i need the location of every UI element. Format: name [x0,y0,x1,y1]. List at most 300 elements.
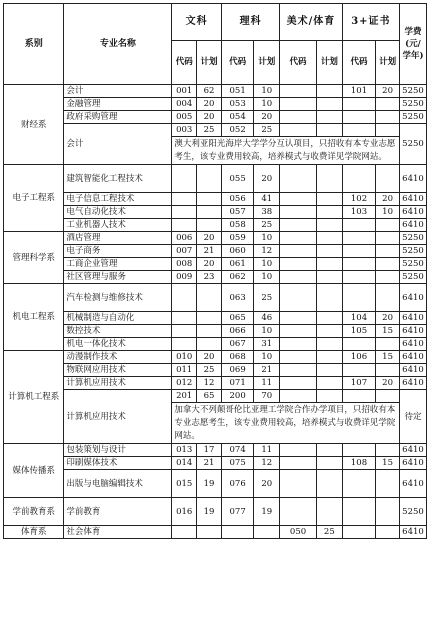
code-cell [342,219,375,232]
table-row [4,232,427,245]
plan-cell: 31 [254,338,280,351]
plan-cell [316,390,342,403]
plan-cell [376,258,400,271]
department-cell: 机电工程系 [4,284,64,351]
plan-cell [376,232,400,245]
major-name: 建筑智能化工程技术 [64,165,172,193]
code-cell [280,85,317,98]
header-group-art-sport: 美术/体育 [280,4,343,41]
fee-cell: 6410 [399,377,426,390]
code-cell [280,193,317,206]
plan-cell: 65 [197,390,222,403]
plan-cell [316,98,342,111]
code-cell: 056 [221,193,253,206]
table-header [4,4,427,85]
code-cell [280,364,317,377]
fee-cell: 6410 [399,444,426,457]
major-name: 计算机应用技术 [64,377,172,390]
plan-cell [376,271,400,284]
code-cell [342,245,375,258]
major-name: 物联网应用技术 [64,364,172,377]
plan-cell [376,444,400,457]
code-cell [172,325,197,338]
plan-cell: 20 [197,351,222,364]
major-name: 电子商务 [64,245,172,258]
fee-cell: 待定 [399,390,426,444]
plan-cell: 12 [254,245,280,258]
table-row [4,470,427,498]
code-cell [342,258,375,271]
code-cell [342,444,375,457]
major-name: 机械制造与自动化 [64,312,172,325]
code-cell [280,232,317,245]
plan-cell: 12 [254,457,280,470]
code-cell [280,325,317,338]
code-cell [280,206,317,219]
major-name: 包装策划与设计 [64,444,172,457]
code-cell: 067 [221,338,253,351]
plan-cell: 20 [376,85,400,98]
code-cell [342,526,375,539]
header-code: 代码 [172,41,197,85]
plan-cell: 41 [254,193,280,206]
plan-cell [376,284,400,312]
code-cell: 061 [221,258,253,271]
plan-cell: 19 [197,470,222,498]
header-plan: 计划 [254,41,280,85]
plan-cell [197,338,222,351]
code-cell: 063 [221,284,253,312]
header-plan: 计划 [316,41,342,85]
header-plan: 计划 [197,41,222,85]
code-cell [280,312,317,325]
major-name: 机电一体化技术 [64,338,172,351]
major-name: 会计 [64,85,172,98]
code-cell [342,165,375,193]
code-cell [172,165,197,193]
code-cell: 052 [221,124,253,137]
table-row [4,111,427,124]
plan-cell: 20 [197,111,222,124]
code-cell: 009 [172,271,197,284]
plan-cell [197,219,222,232]
major-name: 金融管理 [64,98,172,111]
table-row [4,338,427,351]
plan-cell: 11 [254,377,280,390]
plan-cell [197,193,222,206]
code-cell [172,338,197,351]
department-cell: 计算机工程系 [4,351,64,444]
fee-cell: 5250 [399,245,426,258]
code-cell: 055 [221,165,253,193]
code-cell: 058 [221,219,253,232]
major-name: 工商企业管理 [64,258,172,271]
code-cell [172,206,197,219]
plan-cell [316,206,342,219]
code-cell: 012 [172,377,197,390]
fee-cell: 5250 [399,98,426,111]
code-cell [342,498,375,526]
plan-cell: 17 [197,444,222,457]
fee-cell: 6410 [399,364,426,377]
code-cell [221,526,253,539]
code-cell [172,312,197,325]
plan-cell: 20 [197,258,222,271]
fee-cell: 5250 [399,258,426,271]
code-cell: 007 [172,245,197,258]
plan-cell: 25 [254,284,280,312]
code-cell [342,124,375,137]
plan-cell: 20 [254,111,280,124]
plan-cell [316,85,342,98]
code-cell [342,470,375,498]
code-cell: 053 [221,98,253,111]
plan-cell: 10 [254,325,280,338]
code-cell [342,284,375,312]
header-code: 代码 [280,41,317,85]
department-cell: 财经系 [4,85,64,165]
department-cell: 学前教育系 [4,498,64,526]
fee-cell: 6410 [399,470,426,498]
code-cell [280,124,317,137]
table-row [4,444,427,457]
code-cell [280,271,317,284]
plan-cell: 15 [376,457,400,470]
code-cell [280,258,317,271]
code-cell [172,526,197,539]
plan-cell [316,165,342,193]
plan-cell: 12 [197,377,222,390]
code-cell: 001 [172,85,197,98]
major-name: 政府采购管理 [64,111,172,124]
plan-cell: 10 [254,85,280,98]
table-row [4,245,427,258]
plan-cell [197,325,222,338]
enrollment-plan-document [3,3,427,539]
header-group-certificate: 3+证书 [342,4,399,41]
table-body [4,85,427,539]
table-row [4,124,427,137]
plan-cell [316,457,342,470]
code-cell: 104 [342,312,375,325]
header-major: 专业名称 [64,4,172,85]
code-cell [280,98,317,111]
code-cell: 005 [172,111,197,124]
plan-cell [376,470,400,498]
plan-cell: 70 [254,390,280,403]
plan-cell [316,312,342,325]
code-cell: 102 [342,193,375,206]
plan-cell [376,364,400,377]
plan-cell [316,325,342,338]
fee-cell: 5250 [399,124,426,165]
code-cell: 066 [221,325,253,338]
plan-cell [376,245,400,258]
code-cell: 108 [342,457,375,470]
major-name: 计算机应用技术 [64,390,172,444]
code-cell: 003 [172,124,197,137]
code-cell: 004 [172,98,197,111]
code-cell: 200 [221,390,253,403]
code-cell: 014 [172,457,197,470]
code-cell: 050 [280,526,317,539]
major-name: 社会体育 [64,526,172,539]
table-row [4,258,427,271]
plan-cell: 15 [376,351,400,364]
code-cell: 201 [172,390,197,403]
plan-cell [316,284,342,312]
major-name: 出版与电脑编辑技术 [64,470,172,498]
fee-cell: 6410 [399,284,426,312]
plan-cell [376,124,400,137]
code-cell: 106 [342,351,375,364]
code-cell: 075 [221,457,253,470]
plan-cell [316,271,342,284]
fee-cell: 6410 [399,206,426,219]
header-row-groups [4,4,427,41]
fee-cell: 6410 [399,165,426,193]
code-cell [280,338,317,351]
plan-cell [316,111,342,124]
code-cell [172,284,197,312]
code-cell [342,271,375,284]
plan-cell [376,390,400,403]
plan-cell [197,284,222,312]
fee-cell: 5250 [399,85,426,98]
plan-cell [316,245,342,258]
table-row [4,498,427,526]
code-cell: 015 [172,470,197,498]
program-note: 加拿大不列颠哥伦比亚理工学院合作办学项目，只招收有本专业志愿考生，该专业费用较高，培养模式与收费详见学院网站。 [172,403,400,444]
code-cell [280,351,317,364]
code-cell: 101 [342,85,375,98]
plan-cell [197,526,222,539]
plan-cell [316,377,342,390]
department-cell: 管理科学系 [4,232,64,284]
plan-cell [197,165,222,193]
plan-cell: 10 [254,271,280,284]
plan-cell: 10 [254,232,280,245]
plan-cell: 10 [254,351,280,364]
plan-cell: 20 [376,312,400,325]
plan-cell: 20 [197,232,222,245]
code-cell: 105 [342,325,375,338]
plan-cell: 23 [197,271,222,284]
table-row [4,526,427,539]
header-category: 系别 [4,4,64,85]
department-cell: 体育系 [4,526,64,539]
fee-cell: 5250 [399,271,426,284]
plan-cell [376,219,400,232]
plan-cell [376,165,400,193]
major-name: 电气自动化技术 [64,206,172,219]
code-cell: 069 [221,364,253,377]
plan-cell [316,444,342,457]
table-row [4,351,427,364]
code-cell: 076 [221,470,253,498]
plan-cell [197,206,222,219]
code-cell [342,111,375,124]
plan-cell [376,498,400,526]
table-row [4,364,427,377]
table-row [4,206,427,219]
fee-cell: 5250 [399,498,426,526]
table-row [4,219,427,232]
code-cell [280,390,317,403]
plan-cell: 19 [254,498,280,526]
plan-cell [376,98,400,111]
code-cell: 013 [172,444,197,457]
code-cell [342,338,375,351]
table-row [4,85,427,98]
code-cell [342,390,375,403]
program-note: 澳大利亚阳光海岸大学学分互认项目，只招收有本专业志愿考生，该专业费用较高，培养模式与收费详见学院网站。 [172,137,400,165]
code-cell: 068 [221,351,253,364]
header-plan: 计划 [376,41,400,85]
table-row [4,165,427,193]
table-row [4,271,427,284]
plan-cell: 20 [376,377,400,390]
code-cell: 010 [172,351,197,364]
code-cell [280,284,317,312]
table-row [4,377,427,390]
code-cell: 051 [221,85,253,98]
plan-cell [316,258,342,271]
code-cell [280,457,317,470]
fee-cell: 6410 [399,338,426,351]
code-cell [280,165,317,193]
plan-cell: 10 [254,98,280,111]
fee-cell: 6410 [399,312,426,325]
table-row [4,325,427,338]
plan-cell [376,338,400,351]
code-cell: 107 [342,377,375,390]
plan-cell: 38 [254,206,280,219]
major-name: 酒店管理 [64,232,172,245]
department-cell: 电子工程系 [4,165,64,232]
fee-cell: 5250 [399,111,426,124]
plan-cell: 20 [254,470,280,498]
header-code: 代码 [221,41,253,85]
code-cell [172,193,197,206]
major-name: 工业机器人技术 [64,219,172,232]
code-cell [172,219,197,232]
fee-cell: 6410 [399,193,426,206]
major-name: 会计 [64,124,172,165]
code-cell [342,98,375,111]
plan-cell: 25 [197,364,222,377]
plan-cell [376,526,400,539]
fee-cell: 6410 [399,351,426,364]
plan-cell: 21 [197,457,222,470]
major-name: 电子信息工程技术 [64,193,172,206]
code-cell [342,364,375,377]
fee-cell: 5250 [399,232,426,245]
table-row [4,193,427,206]
plan-cell [316,193,342,206]
code-cell: 065 [221,312,253,325]
plan-cell: 25 [197,124,222,137]
plan-cell: 25 [254,219,280,232]
table-row [4,98,427,111]
code-cell [280,377,317,390]
plan-cell [316,219,342,232]
fee-cell: 6410 [399,219,426,232]
plan-cell: 10 [254,258,280,271]
code-cell: 006 [172,232,197,245]
plan-cell: 25 [316,526,342,539]
fee-cell: 6410 [399,325,426,338]
code-cell [280,470,317,498]
fee-cell: 6410 [399,526,426,539]
header-group-wenke: 文科 [172,4,222,41]
department-cell: 媒体传播系 [4,444,64,498]
code-cell [280,111,317,124]
plan-cell: 62 [197,85,222,98]
plan-cell [316,338,342,351]
plan-cell: 10 [376,206,400,219]
plan-cell: 19 [197,498,222,526]
plan-cell [316,498,342,526]
major-name: 动漫制作技术 [64,351,172,364]
plan-cell [376,111,400,124]
header-fee: 学费(元/学年) [399,4,426,85]
code-cell: 103 [342,206,375,219]
code-cell: 008 [172,258,197,271]
code-cell: 071 [221,377,253,390]
table-row [4,284,427,312]
plan-cell: 46 [254,312,280,325]
plan-cell [316,364,342,377]
code-cell: 059 [221,232,253,245]
plan-cell: 20 [197,98,222,111]
code-cell: 062 [221,271,253,284]
table-row [4,390,427,403]
plan-cell [197,312,222,325]
major-name: 学前教育 [64,498,172,526]
plan-cell [316,351,342,364]
code-cell: 054 [221,111,253,124]
code-cell [342,232,375,245]
plan-cell [316,470,342,498]
major-name: 汽车检测与维修技术 [64,284,172,312]
code-cell [280,444,317,457]
table-row [4,312,427,325]
code-cell: 016 [172,498,197,526]
plan-cell: 21 [254,364,280,377]
code-cell: 057 [221,206,253,219]
plan-cell: 20 [376,193,400,206]
code-cell: 060 [221,245,253,258]
plan-cell: 15 [376,325,400,338]
plan-cell [254,526,280,539]
plan-cell: 25 [254,124,280,137]
code-cell [280,245,317,258]
fee-cell: 6410 [399,457,426,470]
header-group-like: 理科 [221,4,279,41]
code-cell: 011 [172,364,197,377]
enrollment-plan-table [3,3,427,539]
plan-cell [316,124,342,137]
major-name: 数控技术 [64,325,172,338]
table-row [4,457,427,470]
code-cell: 074 [221,444,253,457]
header-code: 代码 [342,41,375,85]
code-cell: 077 [221,498,253,526]
major-name: 社区管理与服务 [64,271,172,284]
plan-cell: 11 [254,444,280,457]
plan-cell [316,232,342,245]
